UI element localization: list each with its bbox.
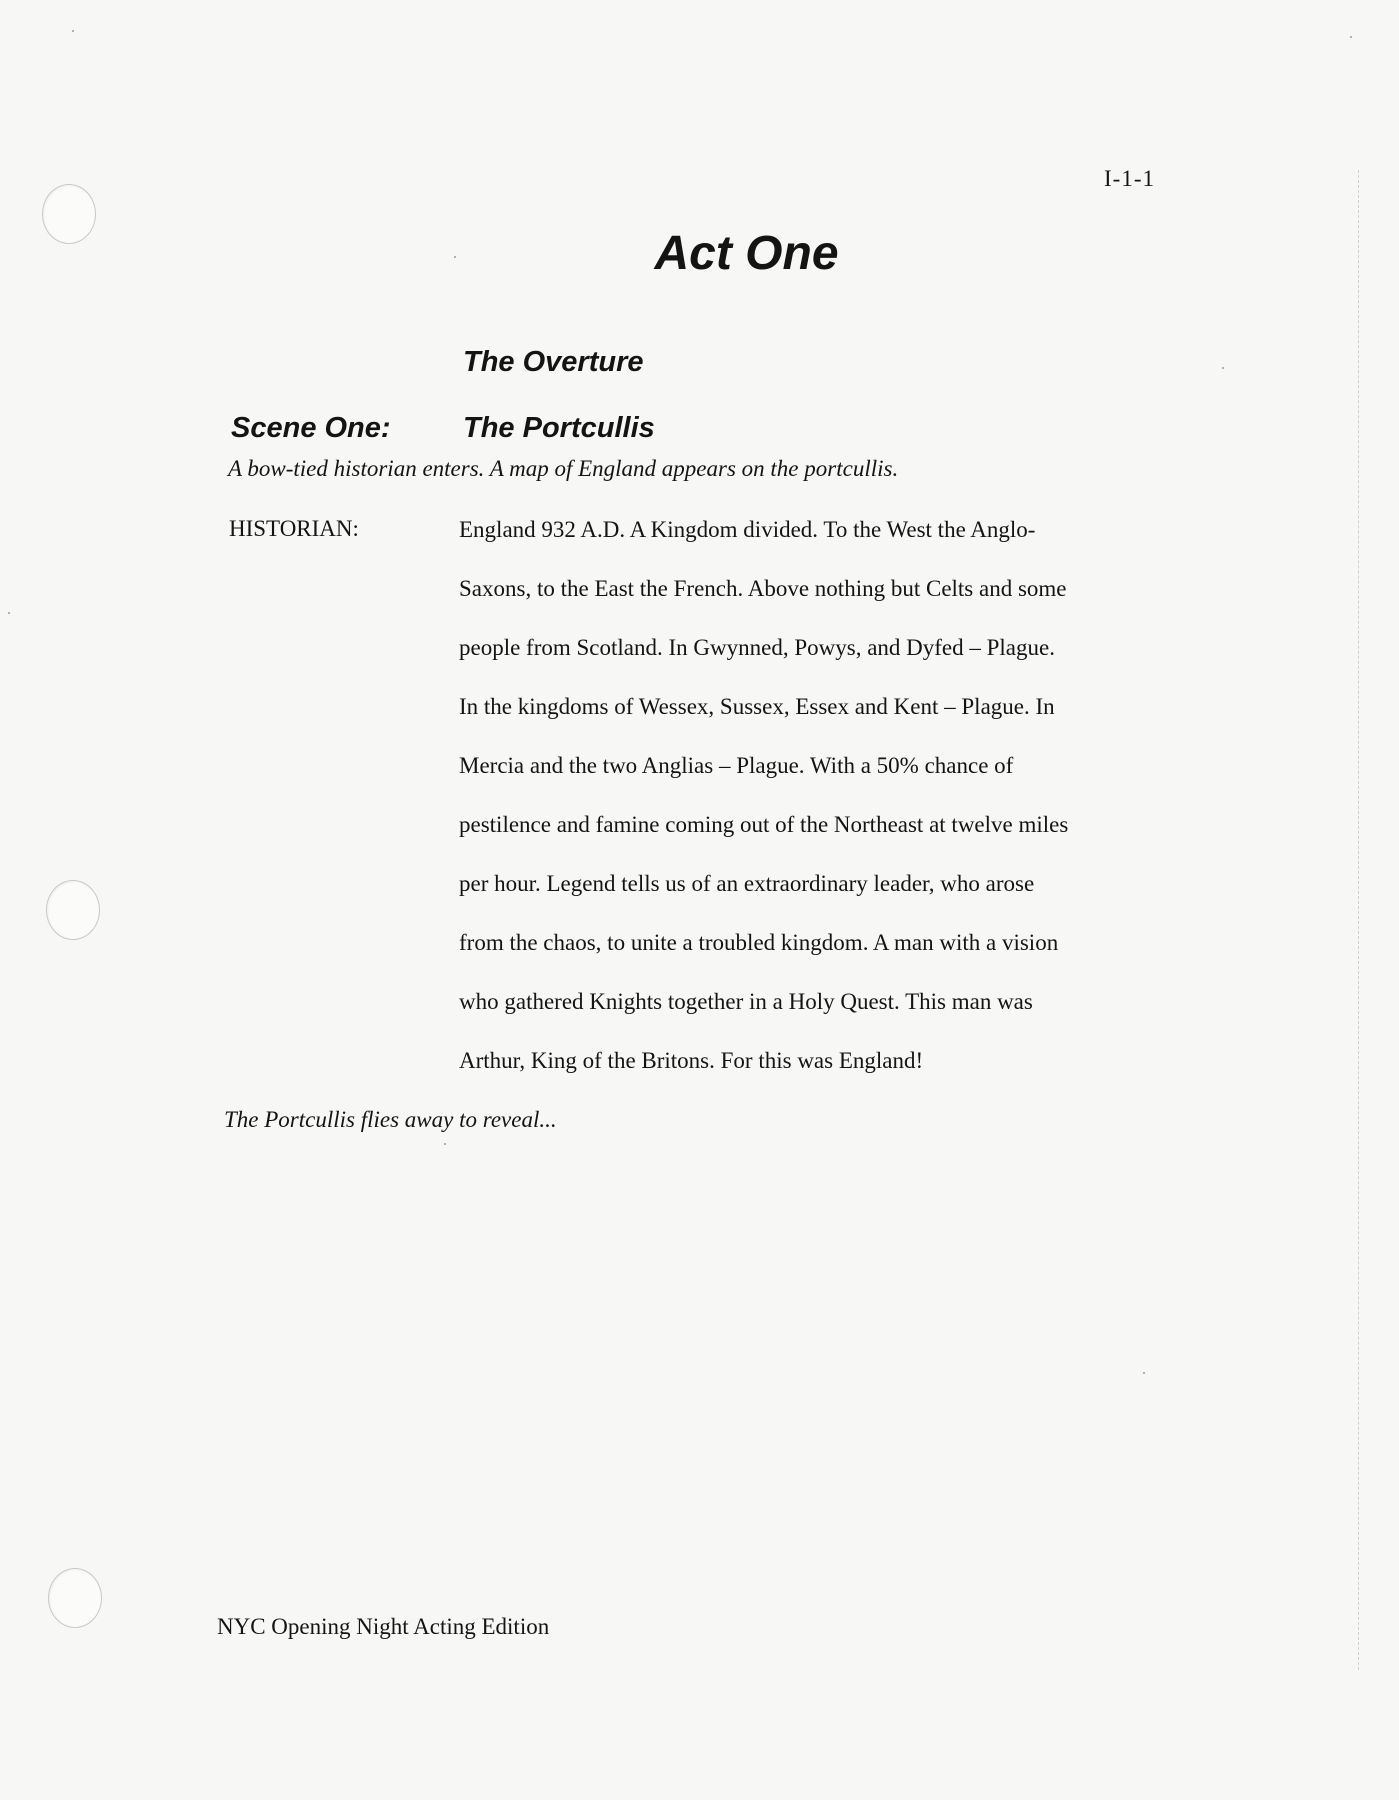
page-number: I-1-1 — [1104, 166, 1155, 191]
historian-speech — [459, 516, 1159, 1106]
scan-speck — [1143, 1372, 1145, 1374]
scan-speck — [72, 30, 74, 32]
edition-footer: NYC Opening Night Acting Edition — [217, 1614, 550, 1639]
scan-speck — [1222, 367, 1224, 369]
speech-line: In the kingdoms of Wessex, Sussex, Essex and Kent – Plague. In — [459, 694, 1055, 719]
scan-speck — [8, 612, 10, 614]
speech-line: England 932 A.D. A Kingdom divided. To the West the Anglo- — [459, 517, 1036, 542]
character-name: HISTORIAN: — [229, 516, 359, 541]
stage-direction-closing: The Portcullis flies away to reveal... — [224, 1107, 557, 1132]
binder-hole-bottom — [48, 1568, 102, 1628]
scan-speck — [1350, 36, 1352, 38]
speech-line: who gathered Knights together in a Holy Quest. This man was — [459, 989, 1033, 1014]
stage-direction-opening: A bow-tied historian enters. A map of England appears on the portcullis. — [228, 456, 899, 481]
speech-line: Mercia and the two Anglias – Plague. With a 50% chance of — [459, 753, 1014, 778]
scene-title: The Portcullis — [463, 412, 655, 444]
binder-hole-middle — [46, 880, 100, 940]
speech-line: Arthur, King of the Britons. For this was England! — [459, 1048, 924, 1073]
page-edge-mark — [1358, 170, 1359, 1670]
act-title: Act One — [654, 227, 839, 280]
scene-label: Scene One: — [231, 412, 391, 444]
speech-line: from the chaos, to unite a troubled kingdom. A man with a vision — [459, 930, 1059, 955]
speech-line: people from Scotland. In Gwynned, Powys, and Dyfed – Plague. — [459, 635, 1055, 660]
speech-line: Saxons, to the East the French. Above nothing but Celts and some — [459, 576, 1067, 601]
overture-heading: The Overture — [463, 346, 644, 378]
speech-line: per hour. Legend tells us of an extraordinary leader, who arose — [459, 871, 1035, 896]
speech-line: pestilence and famine coming out of the Northeast at twelve miles — [459, 812, 1069, 837]
scan-speck — [444, 1143, 446, 1145]
